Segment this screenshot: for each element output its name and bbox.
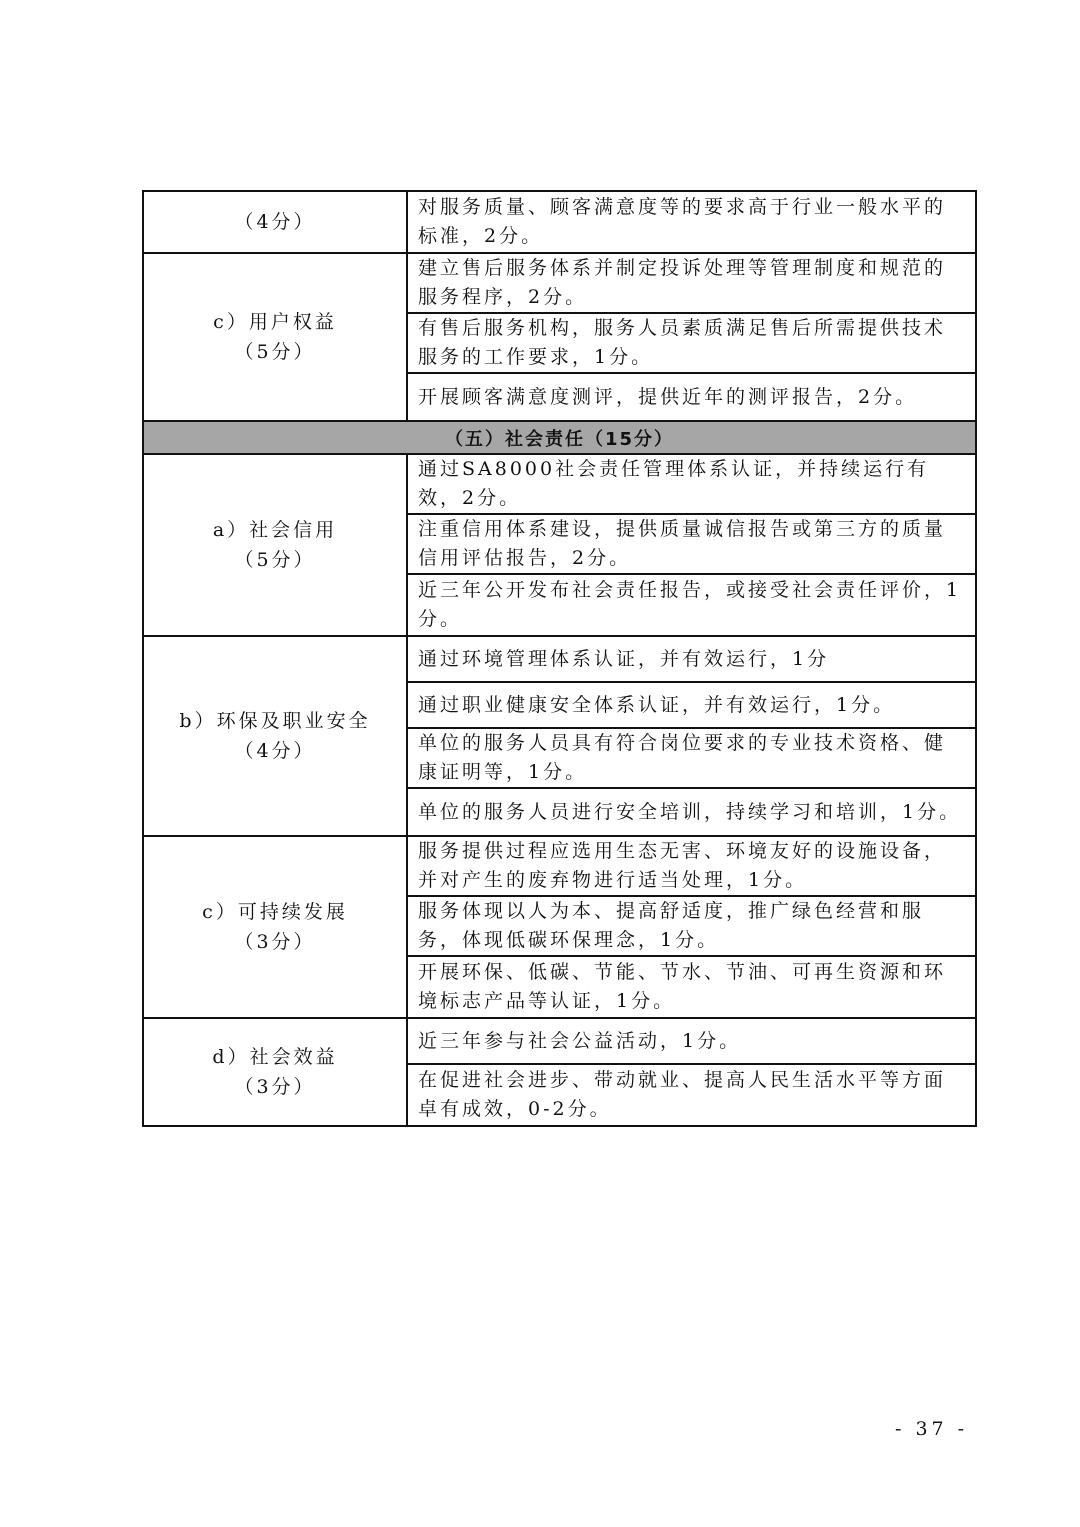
criterion-title: c）可持续发展 bbox=[202, 901, 348, 923]
detail-cell: 通过职业健康安全体系认证，并有效运行，1分。 bbox=[408, 683, 975, 729]
table-group-social-benefit bbox=[144, 1019, 975, 1125]
criterion-cell bbox=[144, 837, 408, 1017]
detail-cell: 建立售后服务体系并制定投诉处理等管理制度和规范的服务程序，2分。 bbox=[408, 254, 975, 314]
criterion-score: （5分） bbox=[234, 549, 316, 571]
detail-cell: 通过SA8000社会责任管理体系认证，并持续运行有效，2分。 bbox=[408, 455, 975, 515]
detail-cell: 近三年参与社会公益活动，1分。 bbox=[408, 1019, 975, 1065]
criterion-cell bbox=[144, 254, 408, 420]
section-header: （五）社会责任（15分） bbox=[144, 422, 975, 455]
criterion-score: （3分） bbox=[234, 931, 316, 953]
criterion-details bbox=[408, 455, 975, 635]
criterion-score: （4分） bbox=[234, 211, 316, 233]
criterion-cell bbox=[144, 192, 408, 252]
table-group-sustainable bbox=[144, 837, 975, 1019]
detail-cell: 有售后服务机构，服务人员素质满足售后所需提供技术服务的工作要求，1分。 bbox=[408, 314, 975, 374]
criterion-details bbox=[408, 192, 975, 252]
table-group-social-credit bbox=[144, 455, 975, 637]
scoring-table bbox=[142, 190, 977, 1127]
criterion-cell bbox=[144, 1019, 408, 1125]
criterion-title: c）用户权益 bbox=[213, 311, 337, 333]
detail-cell: 注重信用体系建设，提供质量诚信报告或第三方的质量信用评估报告，2分。 bbox=[408, 515, 975, 575]
criterion-score: （3分） bbox=[234, 1076, 316, 1098]
criterion-score: （4分） bbox=[234, 740, 316, 762]
criterion-details bbox=[408, 1019, 975, 1125]
criterion-cell bbox=[144, 455, 408, 635]
criterion-details bbox=[408, 637, 975, 835]
detail-cell: 在促进社会进步、带动就业、提高人民生活水平等方面卓有成效，0-2分。 bbox=[418, 1069, 947, 1120]
criterion-details bbox=[408, 254, 975, 420]
criterion-cell bbox=[144, 637, 408, 835]
detail-cell: 对服务质量、顾客满意度等的要求高于行业一般水平的标准，2分。 bbox=[418, 196, 947, 247]
table-group-user-rights bbox=[144, 254, 975, 422]
criterion-title: b）环保及职业安全 bbox=[179, 710, 371, 732]
table-group-env-safety bbox=[144, 637, 975, 837]
detail-cell: 开展顾客满意度测评，提供近年的测评报告，2分。 bbox=[418, 385, 918, 408]
detail-cell: 近三年公开发布社会责任报告，或接受社会责任评价，1分。 bbox=[418, 579, 962, 630]
detail-cell: 开展环保、低碳、节能、节水、节油、可再生资源和环境标志产品等认证，1分。 bbox=[418, 961, 947, 1012]
detail-cell: 通过环境管理体系认证，并有效运行，1分 bbox=[408, 637, 975, 683]
table-group-service-quality bbox=[144, 192, 975, 254]
detail-cell: 单位的服务人员进行安全培训，持续学习和培训，1分。 bbox=[418, 800, 962, 823]
criterion-details bbox=[408, 837, 975, 1017]
page-number: - 37 - bbox=[895, 1418, 969, 1440]
detail-cell: 服务体现以人为本、提高舒适度，推广绿色经营和服务，体现低碳环保理念，1分。 bbox=[408, 897, 975, 957]
detail-cell: 单位的服务人员具有符合岗位要求的专业技术资格、健康证明等，1分。 bbox=[408, 729, 975, 789]
criterion-title: a）社会信用 bbox=[212, 519, 338, 541]
criterion-score: （5分） bbox=[234, 341, 316, 363]
criterion-title: d）社会效益 bbox=[212, 1046, 338, 1068]
detail-cell: 服务提供过程应选用生态无害、环境友好的设施设备，并对产生的废弃物进行适当处理，1分。 bbox=[408, 837, 975, 897]
